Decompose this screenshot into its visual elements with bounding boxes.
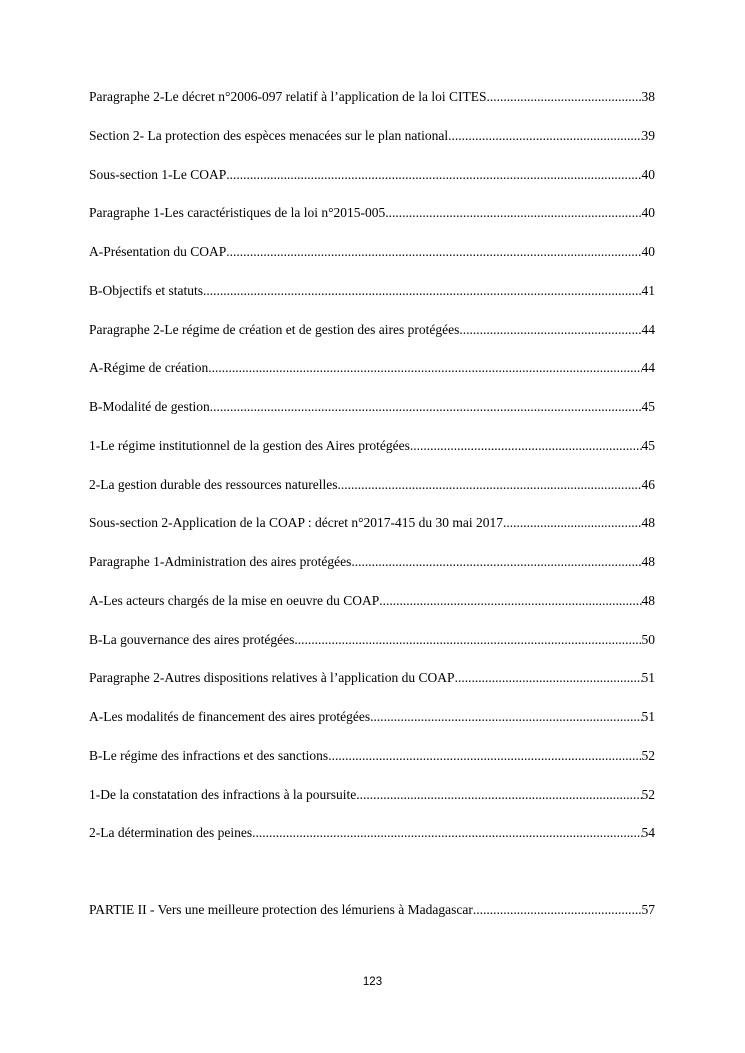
toc-leader-dots xyxy=(328,747,641,764)
toc-entry-label: Paragraphe 2-Le régime de création et de gestion des aires protégées xyxy=(89,321,460,337)
toc-entry xyxy=(89,204,655,243)
toc-leader-dots xyxy=(208,359,641,376)
toc-entry-label: B-Le régime des infractions et des sanctions xyxy=(89,747,329,763)
toc-entry xyxy=(89,631,655,670)
toc-entry-label: A-Les acteurs chargés de la mise en oeuvre du COAP xyxy=(89,592,380,608)
toc-entry-page: 51 xyxy=(641,709,655,724)
toc-entry-page: 48 xyxy=(641,554,655,569)
toc-leader-dots xyxy=(226,166,641,183)
toc-entry-page: 48 xyxy=(641,515,655,531)
toc-entry-label: B-La gouvernance des aires protégées xyxy=(89,631,295,647)
page-number: 123 xyxy=(362,976,383,988)
toc-leader-dots xyxy=(410,437,642,454)
toc-entry-page: 44 xyxy=(641,360,655,376)
toc-leader-dots xyxy=(203,282,642,299)
toc-entry-label: A-Régime de création xyxy=(89,360,209,376)
toc-entry-label: 1-Le régime institutionnel de la gestion des Aires protégées xyxy=(89,437,410,453)
toc-leader-dots xyxy=(487,88,642,105)
toc-entry xyxy=(89,127,655,166)
toc-leader-dots xyxy=(503,514,642,531)
toc-entry xyxy=(89,824,655,863)
toc-entry-page: 51 xyxy=(641,670,655,686)
toc-leader-dots xyxy=(210,398,642,415)
toc-entry-page: 40 xyxy=(641,244,655,259)
toc-entry-page: 38 xyxy=(641,89,655,104)
toc-leader-dots xyxy=(379,592,641,609)
toc-entry-label: A-Présentation du COAP xyxy=(89,244,227,259)
toc-entry-page: 45 xyxy=(641,399,655,414)
toc-part-page: 57 xyxy=(641,902,655,917)
toc-entry xyxy=(89,476,655,515)
toc-entry xyxy=(89,592,655,631)
toc-entry xyxy=(89,359,655,398)
toc-entry-page: 52 xyxy=(641,786,655,802)
toc-leader-dots xyxy=(252,824,641,841)
toc-leader-dots xyxy=(356,786,641,803)
toc-leader-dots xyxy=(473,901,642,918)
toc-entry-label: Paragraphe 1-Les caractéristiques de la loi n°2015-005 xyxy=(89,205,386,221)
toc-entry-page: 46 xyxy=(641,476,655,492)
toc-entry xyxy=(89,166,655,205)
toc-leader-dots xyxy=(448,127,641,144)
toc-entry-label: A-Les modalités de financement des aires protégées xyxy=(89,709,371,724)
toc-leader-dots xyxy=(338,476,642,493)
toc-entry-label: 1-De la constatation des infractions à la poursuite xyxy=(89,786,357,802)
toc-entry xyxy=(89,514,655,553)
toc-part-label: PARTIE II - Vers une meilleure protection des lémuriens à Madagascar xyxy=(89,902,473,917)
toc-entry xyxy=(89,88,655,127)
toc-part-entry xyxy=(89,901,655,940)
toc-entry-label: Sous-section 1-Le COAP xyxy=(89,166,227,182)
toc-entry-page: 52 xyxy=(641,747,655,763)
toc-entry-page: 54 xyxy=(641,825,655,841)
table-of-contents xyxy=(89,88,655,940)
toc-entry-label: Paragraphe 1-Administration des aires protégées xyxy=(89,554,352,569)
toc-entry-label: 2-La gestion durable des ressources naturelles xyxy=(89,476,338,492)
toc-entry xyxy=(89,708,655,747)
toc-entry-page: 44 xyxy=(641,321,655,337)
toc-entry xyxy=(89,398,655,437)
toc-entry-page: 40 xyxy=(641,166,655,182)
toc-entry-label: 2-La détermination des peines xyxy=(89,825,253,841)
toc-entry-page: 45 xyxy=(641,437,655,453)
toc-leader-dots xyxy=(370,708,641,725)
toc-entry-label: Paragraphe 2-Le décret n°2006-097 relatif à l’application de la loi CITES xyxy=(89,89,487,104)
toc-entry xyxy=(89,669,655,708)
toc-leader-dots xyxy=(226,243,641,260)
toc-entry-page: 41 xyxy=(641,282,655,298)
toc-entry xyxy=(89,243,655,282)
toc-leader-dots xyxy=(351,553,641,570)
toc-entry xyxy=(89,786,655,825)
toc-entry-page: 50 xyxy=(641,631,655,647)
toc-entry xyxy=(89,321,655,360)
toc-entry-label: B-Objectifs et statuts xyxy=(89,282,203,298)
toc-entry xyxy=(89,553,655,592)
toc-entry-page: 39 xyxy=(641,127,655,143)
toc-entry-label: Section 2- La protection des espèces menacées sur le plan national xyxy=(89,127,449,143)
toc-entry xyxy=(89,437,655,476)
toc-entry-label: B-Modalité de gestion xyxy=(89,399,210,414)
toc-entry-page: 40 xyxy=(641,205,655,221)
toc-entry-page: 48 xyxy=(641,592,655,608)
toc-leader-dots xyxy=(455,669,642,686)
toc-leader-dots xyxy=(385,204,641,221)
toc-entry xyxy=(89,282,655,321)
toc-leader-dots xyxy=(459,321,641,338)
toc-entry-label: Paragraphe 2-Autres dispositions relatives à l’application du COAP xyxy=(89,670,455,686)
toc-entry-label: Sous-section 2-Application de la COAP : décret n°2017-415 du 30 mai 2017 xyxy=(89,515,503,531)
toc-entry xyxy=(89,747,655,786)
toc-leader-dots xyxy=(294,631,641,648)
